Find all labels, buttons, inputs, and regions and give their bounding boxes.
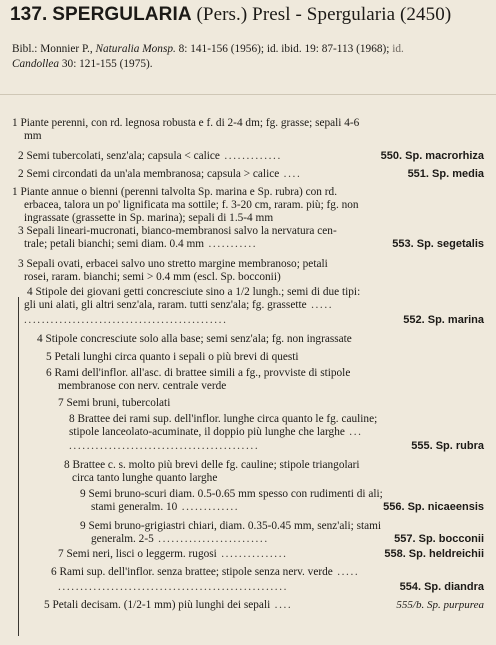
genus-authors: (Pers.) Presl - Spergularia (2450) [196, 4, 452, 25]
couplet-number: 6 [46, 367, 55, 379]
dot-leader: ... [344, 426, 363, 438]
key-text: Brattee dei rami sup. dell'inflor. lunghe circa quanto le fg. cauline; [77, 413, 378, 425]
species-result-wrap [411, 439, 484, 453]
key-couplet-5 [46, 350, 299, 364]
species-result-wrap [400, 580, 484, 594]
key-text: ingrassate (grassette in Sp. marina); sepali di 1.5-4 mm [24, 212, 274, 224]
dot-leader: .............................................. [24, 314, 228, 326]
key-couplet-2 [18, 149, 282, 163]
genus-name: SPERGULARIA [52, 4, 192, 25]
key-couplet-9 [80, 519, 381, 533]
key-text: Semi neri, lisci o leggerm. rugosi [66, 548, 217, 560]
species-result: 554. Sp. diandra [399, 581, 484, 593]
key-text: gli uni alati, gli altri senz'ala, raram. tutti senz'ala; fg. grassette [24, 299, 307, 311]
key-text: circa tanto lunghe quanto larghe [72, 472, 218, 484]
key-text: membranose con nerv. centrale verde [58, 380, 227, 392]
bibliography-journal-1: Naturalia Monsp. [95, 43, 176, 55]
couplet-number: 5 [44, 599, 53, 611]
key-couplet-1 [12, 185, 337, 199]
key-text: Stipole concresciute solo alla base; semi senz'ala; fg. non ingrassate [45, 333, 352, 345]
key-text: stami generalm. 10 [91, 501, 178, 513]
bibliography-journal-2: Candollea [12, 57, 60, 70]
couplet-number: 4 [27, 286, 36, 298]
key-line-continuation [58, 379, 226, 393]
dot-leader: ........... [204, 238, 258, 250]
couplet-number: 8 [69, 413, 78, 425]
species-result-wrap [403, 313, 484, 327]
dot-leader: ............. [219, 150, 282, 162]
key-line-continuation [24, 198, 359, 212]
dot-leader: ............. [177, 501, 240, 513]
key-couplet-1 [12, 116, 359, 130]
species-result-wrap [408, 167, 484, 181]
dot-leader: ............... [216, 548, 288, 560]
key-text: Petali lunghi circa quanto i sepali o più brevi di questi [54, 351, 299, 363]
key-text: Petali decisam. (1/2-1 mm) più lunghi dei sepali [52, 599, 271, 611]
key-line-continuation [72, 471, 217, 485]
couplet-number: 1 [12, 186, 21, 198]
key-couplet-6 [51, 565, 359, 579]
bibliography-id: id. [392, 43, 404, 55]
key-line-continuation [24, 298, 333, 312]
species-result-wrap [381, 149, 484, 163]
key-couplet-8 [69, 412, 377, 426]
couplet-number: 7 [58, 397, 67, 409]
key-couplet-3 [18, 257, 328, 271]
genus-number: 137. [10, 4, 48, 25]
dot-leader: ........................................... [69, 440, 260, 452]
key-text: rosei, raram. bianchi; semi > 0.4 mm (escl. Sp. bocconii) [24, 271, 281, 283]
dot-leader: .... [279, 168, 302, 180]
section-divider [0, 94, 496, 95]
key-couplet-8 [64, 458, 360, 472]
key-text: Semi bruni, tubercolati [66, 397, 171, 409]
key-couplet-4 [37, 332, 352, 346]
key-line-continuation [24, 270, 281, 284]
bibliography-ref-1: 8: 141-156 (1956); id. ibid. 19: 87-113 (1968); [175, 43, 393, 55]
key-text: Stipole dei giovani getti concresciute sino a 1/2 lungh.; semi di due tipi: [35, 286, 361, 298]
species-result: 552. Sp. marina [403, 314, 484, 326]
key-text: Sepali lineari-mucronati, bianco-membranosi salvo la nervatura cen- [26, 225, 337, 237]
margin-rule [18, 297, 19, 636]
key-line-continuation [58, 580, 288, 594]
key-couplet-5 [44, 598, 292, 612]
key-line-continuation [91, 500, 239, 514]
couplet-number: 8 [64, 459, 73, 471]
key-text: stipole lanceolato-acuminate, il doppio più lunghe che larghe [69, 426, 345, 438]
couplet-number: 9 [80, 488, 89, 500]
couplet-number: 5 [46, 351, 55, 363]
couplet-number: 1 [12, 117, 21, 129]
species-result: 550. Sp. macrorhiza [380, 150, 484, 162]
couplet-number: 6 [51, 566, 60, 578]
dot-leader: ..... [332, 566, 360, 578]
key-text: Semi circondati da un'ala membranosa; capsula > calice [26, 168, 280, 180]
key-couplet-4 [27, 285, 360, 299]
bibliography [12, 42, 482, 71]
species-result: 555. Sp. rubra [411, 440, 484, 452]
key-text: Rami sup. dell'inflor. senza brattee; stipole senza nerv. verde [59, 566, 333, 578]
key-couplet-2 [18, 167, 301, 181]
species-result: 558. Sp. heldreichii [384, 548, 484, 560]
key-text: Semi tubercolati, senz'ala; capsula < calice [26, 150, 220, 162]
species-result: 553. Sp. segetalis [392, 238, 484, 250]
couplet-number: 3 [18, 225, 27, 237]
key-text: Piante annue o bienni (perenni talvolta Sp. marina e Sp. rubra) con rd. [20, 186, 338, 198]
species-result-wrap [394, 532, 484, 546]
couplet-number: 9 [80, 520, 89, 532]
key-text: erbacea, talora un po' lignificata ma sottile; f. 3-20 cm, raram. più; fg. non [24, 199, 359, 211]
species-result-wrap [383, 500, 484, 514]
key-text: mm [24, 130, 42, 142]
couplet-number: 2 [18, 168, 27, 180]
couplet-number: 2 [18, 150, 27, 162]
species-result-wrap [384, 547, 484, 561]
species-result: 551. Sp. media [407, 168, 484, 180]
key-line-continuation [91, 532, 269, 546]
species-result-wrap [396, 598, 484, 612]
dot-leader: ......................... [153, 533, 269, 545]
couplet-number: 3 [18, 258, 27, 270]
key-line-continuation [24, 211, 273, 225]
species-result: 557. Sp. bocconii [394, 533, 484, 545]
key-couplet-9 [80, 487, 383, 501]
key-line-continuation [69, 439, 259, 453]
key-line-continuation [24, 313, 228, 327]
key-text: Rami dell'inflor. all'asc. di brattee simili a fg., provviste di stipole [54, 367, 351, 379]
key-text: Sepali ovati, erbacei salvo uno stretto margine membranoso; petali [26, 258, 328, 270]
bibliography-lead: Bibl.: Monnier P., [12, 43, 96, 55]
key-couplet-6 [46, 366, 350, 380]
key-line-continuation [69, 425, 363, 439]
bibliography-ref-2: 30: 121-155 (1975). [59, 57, 153, 70]
species-result: 556. Sp. nicaeensis [383, 501, 484, 513]
key-text: Semi bruno-grigiastri chiari, diam. 0.35-0.45 mm, senz'ali; stami [88, 520, 382, 532]
species-result: 555/b. Sp. purpurea [396, 599, 484, 611]
couplet-number: 7 [58, 548, 67, 560]
dot-leader: ..... [306, 299, 334, 311]
key-line-continuation [24, 129, 42, 143]
dot-leader: .................................................... [58, 581, 289, 593]
key-text: trale; petali bianchi; semi diam. 0.4 mm [24, 238, 205, 250]
key-text: Piante perenni, con rd. legnosa robusta e f. di 2-4 dm; fg. grasse; sepali 4-6 [20, 117, 360, 129]
key-text: Brattee c. s. molto più brevi delle fg. cauline; stipole triangolari [72, 459, 360, 471]
key-text: Semi bruno-scuri diam. 0.5-0.65 mm spesso con rudimenti di ali; [88, 488, 383, 500]
key-text: generalm. 2-5 [91, 533, 154, 545]
couplet-number: 4 [37, 333, 46, 345]
key-couplet-3 [18, 224, 337, 238]
key-line-continuation [24, 237, 257, 251]
dot-leader: .... [270, 599, 293, 611]
species-result-wrap [392, 237, 484, 251]
key-couplet-7 [58, 547, 288, 561]
key-couplet-7 [58, 396, 170, 410]
genus-heading [10, 4, 451, 26]
